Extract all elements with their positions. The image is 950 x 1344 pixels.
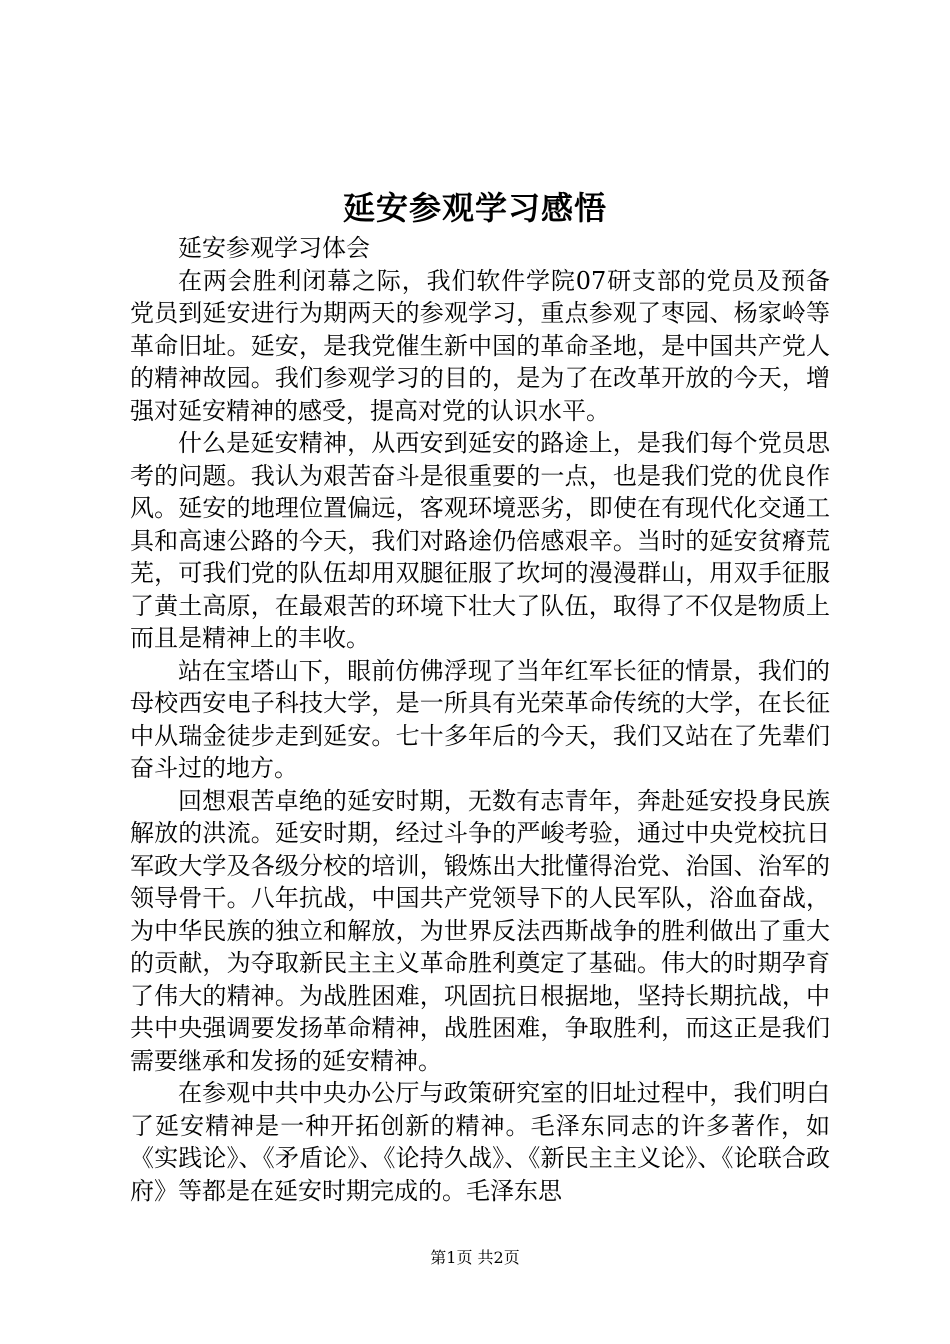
paragraph: 在两会胜利闭幕之际，我们软件学院07研支部的党员及预备党员到延安进行为期两天的参观学习，重点参观了枣园、杨家岭等革命旧址。延安，是我党催生新中国的革命圣地，是中国共产党人的精神故园。我们参观学习的目的，是为了在改革开放的今天，增强对延安精神的感受，提高对党的认识水平。: [130, 266, 830, 425]
document-title: 延安参观学习感悟: [342, 189, 607, 227]
page-footer: 第1页 共2页: [430, 1248, 520, 1267]
paragraph: 在参观中共中央办公厅与政策研究室的旧址过程中，我们明白了延安精神是一种开拓创新的精神。毛泽东同志的许多著作，如《实践论》、《矛盾论》、《论持久战》、《新民主主义论》、《论联合政府》等都是在延安时期完成的。毛泽东思: [130, 1079, 830, 1205]
paragraph: 站在宝塔山下，眼前仿佛浮现了当年红军长征的情景，我们的母校西安电子科技大学，是一所具有光荣革命传统的大学，在长征中从瑞金徒步走到延安。七十多年后的今天，我们又站在了先辈们奋斗过的地方。: [130, 656, 830, 782]
paragraph: 回想艰苦卓绝的延安时期，无数有志青年，奔赴延安投身民族解放的洪流。延安时期，经过斗争的严峻考验，通过中央党校抗日军政大学及各级分校的培训，锻炼出大批懂得治党、治国、治军的领导骨干。八年抗战，中国共产党领导下的人民军队，浴血奋战，为中华民族的独立和解放，为世界反法西斯战争的胜利做出了重大的贡献，为夺取新民主主义革命胜利奠定了基础。伟大的时期孕育了伟大的精神。为战胜困难，巩固抗日根据地，坚持长期抗战，中共中央强调要发扬革命精神，战胜困难，争取胜利，而这正是我们需要继承和发扬的延安精神。: [130, 786, 830, 1075]
document-body: [130, 232, 830, 1207]
paragraph: 什么是延安精神，从西安到延安的路途上，是我们每个党员思考的问题。我认为艰苦奋斗是很重要的一点，也是我们党的优良作风。延安的地理位置偏远，客观环境恶劣，即使在有现代化交通工具和高速公路的今天，我们对路途仍倍感艰辛。当时的延安贫瘠荒芜，可我们党的队伍却用双腿征服了坎坷的漫漫群山，用双手征服了黄土高原，在最艰苦的环境下壮大了队伍，取得了不仅是物质上而且是精神上的丰收。: [130, 429, 830, 652]
paragraph-subtitle: 延安参观学习体会: [178, 234, 370, 262]
